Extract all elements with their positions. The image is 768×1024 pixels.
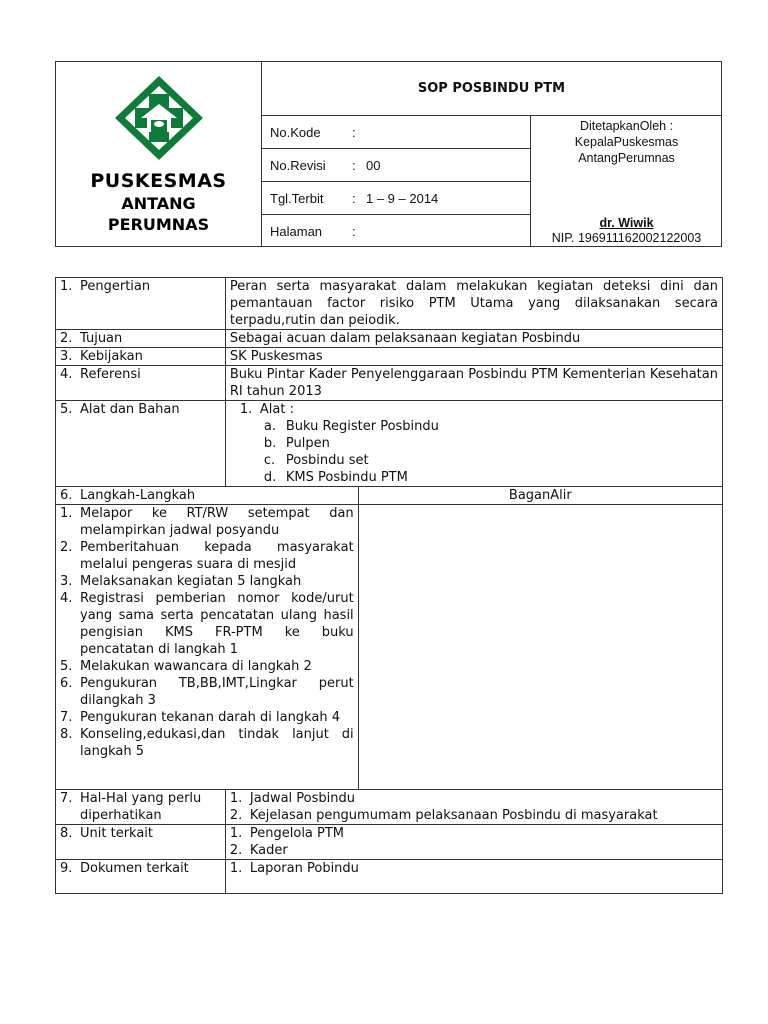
item-text: Kejelasan pengumumam pelaksanaan Posbindu di masyarakat — [249, 808, 658, 823]
row-hal — [56, 790, 723, 825]
step-num: 1. — [60, 506, 73, 521]
meta-label: Halaman — [270, 224, 323, 239]
section-title: Tujuan — [80, 331, 123, 346]
section-content: Sebagai acuan dalam pelaksanaan kegiatan Posbindu — [225, 330, 722, 348]
section-title: Unit terkait — [80, 826, 154, 841]
meta-value: 00 — [366, 157, 381, 173]
list-item — [60, 658, 354, 675]
item-text: Laporan Pobindu — [249, 861, 359, 876]
section-num: 5. — [60, 402, 73, 417]
step-num: 2. — [60, 540, 73, 555]
section-num: 8. — [60, 826, 73, 841]
section-content — [225, 790, 722, 825]
meta-row-kode — [262, 116, 530, 149]
item-num: 1. — [229, 826, 243, 841]
org-name-line3: PERUMNAS — [107, 215, 210, 234]
approver-name: dr. Wiwik — [599, 216, 654, 230]
approver-nip: NIP. 196911162002122003 — [551, 231, 702, 245]
item-num: 2. — [229, 808, 243, 823]
approval-text — [531, 118, 722, 166]
section-label — [56, 487, 359, 505]
meta-row-halaman — [262, 215, 530, 248]
step-num: 8. — [60, 727, 73, 742]
list-item — [60, 539, 354, 573]
list-item — [230, 842, 718, 859]
meta-value: 1 – 9 – 2014 — [366, 190, 439, 206]
section-content — [225, 860, 722, 894]
list-item — [60, 726, 354, 760]
steps-list — [60, 505, 354, 760]
section-content — [225, 825, 722, 860]
section-label — [56, 366, 226, 401]
meta-sep: : — [352, 190, 356, 206]
step-text: Melapor ke RT/RW setempat dan melampirkan jadwal posyandu — [80, 506, 354, 538]
section-num: 9. — [60, 861, 73, 876]
steps-cell — [56, 505, 359, 790]
bagan-alir-header: BaganAlir — [358, 487, 722, 505]
section-num: 4. — [60, 367, 73, 382]
section-title: Alat dan Bahan — [80, 402, 180, 417]
meta-row-revisi — [262, 149, 530, 182]
list-item — [60, 709, 354, 726]
alat-item-text: Pulpen — [285, 436, 330, 451]
step-num: 5. — [60, 659, 73, 674]
meta-sep: : — [352, 124, 356, 140]
sop-content-table — [55, 277, 723, 894]
section-label — [56, 790, 226, 825]
list-item — [230, 790, 718, 807]
section-content: Peran serta masyarakat dalam melakukan kegiatan deteksi dini dan pemantauan factor risiko PTM Utama yang dilaksanakan secara terpadu,rutin dan peiodik. — [225, 278, 722, 330]
alat-heading — [230, 401, 718, 418]
section-num: 1. — [60, 279, 73, 294]
alat-item-text: Posbindu set — [285, 453, 369, 468]
alat-item-letter: c. — [263, 453, 276, 468]
alat-item-text: Buku Register Posbindu — [285, 419, 439, 434]
section-label — [56, 348, 226, 366]
row-kebijakan — [56, 348, 723, 366]
approval-cell — [530, 116, 722, 246]
step-num: 4. — [60, 591, 73, 606]
approval-line2: KepalaPuskesmas — [574, 135, 679, 149]
section-title: Hal-Hal yang perlu diperhatikan — [80, 791, 202, 823]
step-text: Konseling,edukasi,dan tindak lanjut di langkah 5 — [80, 727, 354, 759]
section-title: Dokumen terkait — [80, 861, 189, 876]
list-item — [60, 505, 354, 539]
alat-item — [230, 418, 718, 435]
meta-sep: : — [352, 224, 356, 239]
meta-label: No.Kode — [270, 124, 321, 140]
row-langkah-header — [56, 487, 723, 505]
org-name-line1: PUSKESMAS — [90, 170, 227, 192]
item-text: Pengelola PTM — [249, 826, 345, 841]
section-num: 3. — [60, 349, 73, 364]
section-label — [56, 401, 226, 487]
item-num: 2. — [229, 843, 243, 858]
approval-line1: DitetapkanOleh : — [579, 119, 674, 133]
section-title: Kebijakan — [80, 349, 143, 364]
meta-label: Tgl.Terbit — [270, 190, 324, 206]
step-text: Melakukan wawancara di langkah 2 — [80, 659, 312, 674]
list-item — [230, 825, 718, 842]
row-dokumen — [56, 860, 723, 894]
meta-label: No.Revisi — [270, 157, 326, 173]
alat-item-text: KMS Posbindu PTM — [285, 470, 408, 485]
item-num: 1. — [229, 791, 243, 806]
section-title: Pengertian — [80, 279, 151, 294]
list-item — [230, 807, 718, 824]
meta-sep: : — [352, 157, 356, 173]
section-label — [56, 825, 226, 860]
meta-row-terbit — [262, 182, 530, 215]
step-num: 3. — [60, 574, 73, 589]
item-text: Kader — [249, 843, 288, 858]
list-item — [230, 860, 718, 877]
step-text: Pemberitahuan kepada masyarakat melalui pengeras suara di mesjid — [80, 540, 354, 572]
section-num: 2. — [60, 331, 73, 346]
step-text: Melaksanakan kegiatan 5 langkah — [80, 574, 302, 589]
section-content: SK Puskesmas — [225, 348, 722, 366]
alat-item — [230, 435, 718, 452]
step-text: Registrasi pemberian nomor kode/urut yang sama serta pencatatan ulang hasil pengisian KMS FR-PTM ke buku pencatatan di langkah 1 — [80, 591, 354, 657]
step-num: 7. — [60, 710, 73, 725]
row-langkah-steps — [56, 505, 723, 790]
item-num: 1. — [229, 861, 243, 876]
section-num: 6. — [60, 488, 73, 503]
alat-head-num: 1. — [239, 402, 253, 417]
alat-item-letter: b. — [263, 436, 277, 451]
item-text: Jadwal Posbindu — [249, 791, 355, 806]
list-item — [60, 590, 354, 658]
bagan-alir-cell — [358, 505, 722, 790]
section-label — [56, 330, 226, 348]
section-title: Langkah-Langkah — [80, 488, 196, 503]
alat-item — [230, 452, 718, 469]
puskesmas-logo-icon — [111, 74, 207, 162]
section-content — [225, 401, 722, 487]
section-label — [56, 860, 226, 894]
section-content: Buku Pintar Kader Penyelenggaraan Posbindu PTM Kementerian Kesehatan RI tahun 2013 — [225, 366, 722, 401]
section-num: 7. — [60, 791, 73, 806]
sop-header — [55, 61, 722, 247]
step-text: Pengukuran TB,BB,IMT,Lingkar perut dilangkah 3 — [80, 676, 354, 708]
row-unit — [56, 825, 723, 860]
alat-head-text: Alat : — [259, 402, 294, 417]
list-item — [60, 573, 354, 590]
document-title: SOP POSBINDU PTM — [262, 62, 721, 116]
alat-item — [230, 469, 718, 486]
section-label — [56, 278, 226, 330]
approval-line3: AntangPerumnas — [578, 151, 675, 165]
row-tujuan — [56, 330, 723, 348]
row-pengertian — [56, 278, 723, 330]
alat-item-letter: a. — [263, 419, 276, 434]
row-alat — [56, 401, 723, 487]
step-text: Pengukuran tekanan darah di langkah 4 — [80, 710, 340, 725]
org-name-line2: ANTANG — [121, 194, 196, 213]
row-referensi — [56, 366, 723, 401]
logo-cell — [56, 62, 262, 246]
step-num: 6. — [60, 676, 73, 691]
alat-item-letter: d. — [263, 470, 277, 485]
section-title: Referensi — [80, 367, 141, 382]
list-item — [60, 675, 354, 709]
